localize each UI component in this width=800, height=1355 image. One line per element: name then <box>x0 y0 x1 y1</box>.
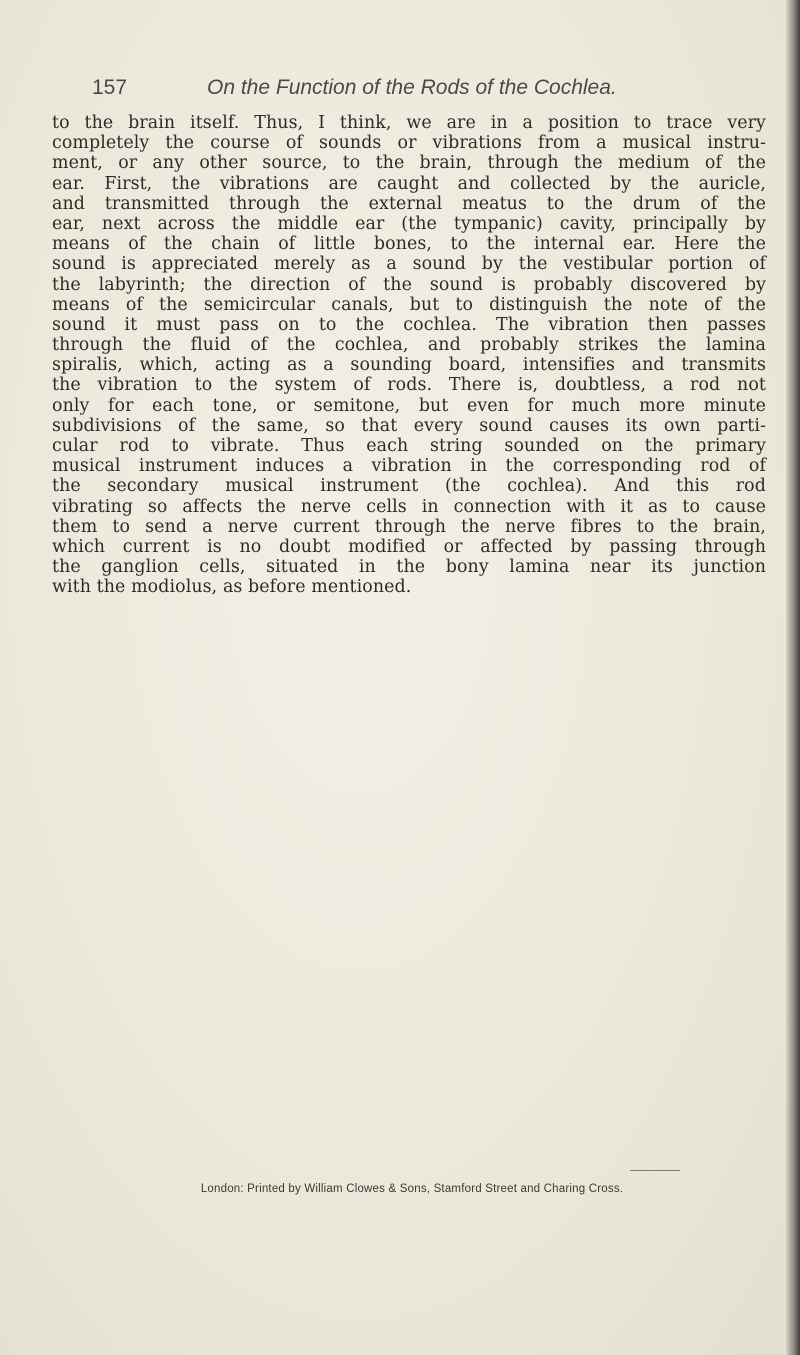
text-line: sound is appreciated merely as a sound by the vestibular portion of <box>52 254 766 275</box>
body-paragraph <box>52 113 766 598</box>
text-line: with the modiolus, as before mentioned. <box>52 577 412 598</box>
printer-imprint: London: Printed by William Clowes & Sons, Stamford Street and Charing Cross. <box>200 1183 624 1195</box>
text-line: ear. First, the vibrations are caught and collected by the auricle, <box>52 173 766 194</box>
text-line: spiralis, which, acting as a sounding board, intensifies and transmits <box>52 355 766 376</box>
page-binding-edge <box>786 0 800 1355</box>
text-line: completely the course of sounds or vibrations from a musical instru- <box>52 133 766 154</box>
text-line: sound it must pass on to the cochlea. The vibration then passes <box>52 314 766 335</box>
text-line: only for each tone, or semitone, but even for much more minute <box>52 395 766 416</box>
text-line: through the fluid of the cochlea, and probably strikes the lamina <box>52 335 766 356</box>
text-line: the secondary musical instrument (the cochlea). And this rod <box>52 476 766 497</box>
text-line: the vibration to the system of rods. There is, doubtless, a rod not <box>52 375 766 396</box>
text-line: the ganglion cells, situated in the bony lamina near its junction <box>52 557 766 578</box>
text-line: and transmitted through the external meatus to the drum of the <box>52 193 766 214</box>
text-line: ment, or any other source, to the brain, through the medium of the <box>52 153 766 174</box>
text-line: which current is no doubt modified or affected by passing through <box>52 536 766 557</box>
text-line: subdivisions of the same, so that every sound causes its own parti- <box>52 415 766 436</box>
page-number: 157 <box>92 76 128 99</box>
text-line: musical instrument induces a vibration in the corresponding rod of <box>52 456 766 477</box>
text-line: ear, next across the middle ear (the tympanic) cavity, principally by <box>52 213 766 234</box>
text-line: means of the chain of little bones, to the internal ear. Here the <box>52 234 766 255</box>
text-line: the labyrinth; the direction of the sound is probably discovered by <box>52 274 766 295</box>
text-line: cular rod to vibrate. Thus each string sounded on the primary <box>52 436 766 456</box>
text-line: to the brain itself. Thus, I think, we are in a position to trace very <box>52 113 766 133</box>
page-header <box>92 76 772 106</box>
text-line: vibrating so affects the nerve cells in connection with it as to cause <box>52 496 766 517</box>
text-line: them to send a nerve current through the nerve fibres to the brain, <box>52 516 766 537</box>
footer-rule <box>630 1170 680 1171</box>
text-line: means of the semicircular canals, but to distinguish the note of the <box>52 294 766 315</box>
running-title: On the Function of the Rods of the Cochlea. <box>207 76 617 99</box>
page-footer <box>0 1177 800 1196</box>
